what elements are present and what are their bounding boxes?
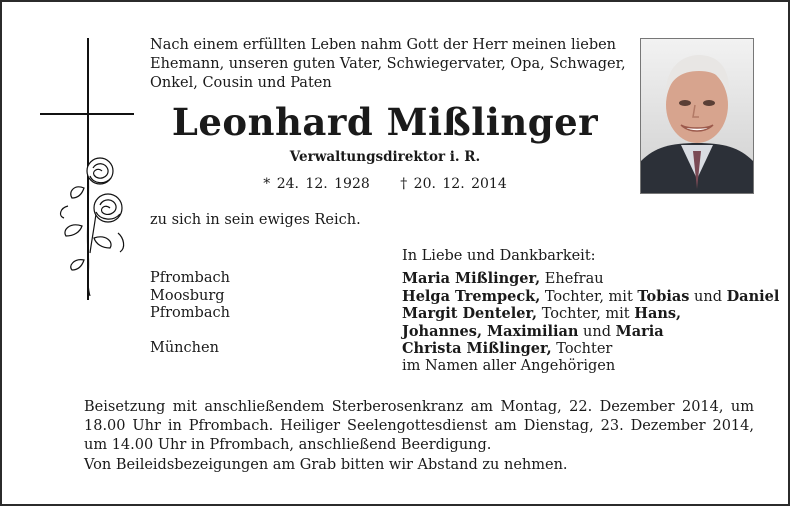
death-date: † 20. 12. 2014 <box>400 176 507 192</box>
family-text: Johannes, Maximilian <box>402 322 579 340</box>
gratitude-line: In Liebe und Dankbarkeit: <box>402 248 596 264</box>
cross-icon <box>38 38 138 308</box>
place-label: Pfrombach <box>150 305 230 321</box>
family-text: Margit Denteler, <box>402 305 538 322</box>
place-label <box>150 323 230 341</box>
family-line <box>402 287 780 306</box>
family-text: Hans, <box>634 305 682 322</box>
family-text: Maria Mißlinger, <box>402 270 541 287</box>
family-line <box>402 323 772 341</box>
family-text: Ehefrau <box>540 271 604 287</box>
place-label: Pfrombach <box>150 270 230 286</box>
family-text: im Namen aller Angehörigen <box>402 357 616 374</box>
family-text: und <box>689 288 727 305</box>
portrait-photo <box>640 38 754 194</box>
places-column <box>150 270 230 375</box>
family-column <box>402 270 780 375</box>
rose-branch-icon <box>61 158 124 296</box>
family-text: Maria <box>615 322 664 340</box>
deceased-name: Leonhard Mißlinger <box>171 100 599 144</box>
family-text: Tochter <box>551 341 613 357</box>
life-dates <box>152 176 618 192</box>
place-label: Moosburg <box>150 287 225 304</box>
family-text: Tochter, mit <box>537 306 635 322</box>
family-line <box>402 340 772 358</box>
family-line <box>402 305 772 323</box>
deceased-title: Verwaltungsdirektor i. R. <box>289 149 481 165</box>
place-label: München <box>150 340 219 356</box>
family-text: Christa Mißlinger, <box>402 340 552 357</box>
reach-text: zu sich in sein ewiges Reich. <box>150 212 361 228</box>
family-text: und <box>578 323 616 340</box>
family-text: Tobias <box>637 287 690 305</box>
family-line <box>402 270 772 288</box>
family-text: Helga Trempeck, <box>402 287 541 305</box>
family-text: Tochter, mit <box>540 288 638 305</box>
condolences-note: Von Beileidsbezeigungen am Grab bitten wir Abstand zu nehmen. <box>84 457 568 473</box>
family-line <box>402 358 772 376</box>
burial-info: Beisetzung mit anschließendem Sterberosenkranz am Montag, 22. Dezember 2014, um 18.00 Uhr in Pfrombach. Heiliger Seelengottesdienst am Dienstag, 23. Dezember 2014, um 14.00 Uhr in Pfrombach, anschließend Beerdigung. <box>84 399 754 453</box>
place-label <box>150 358 230 376</box>
intro-text: Nach einem erfüllten Leben nahm Gott der Herr meinen lieben Ehemann, unseren guten Vater, Schwiegervater, Opa, Schwager, Onkel, Cousin und Paten <box>150 37 626 91</box>
family-text: Daniel <box>726 287 780 305</box>
birth-date: * 24. 12. 1928 <box>263 176 370 192</box>
